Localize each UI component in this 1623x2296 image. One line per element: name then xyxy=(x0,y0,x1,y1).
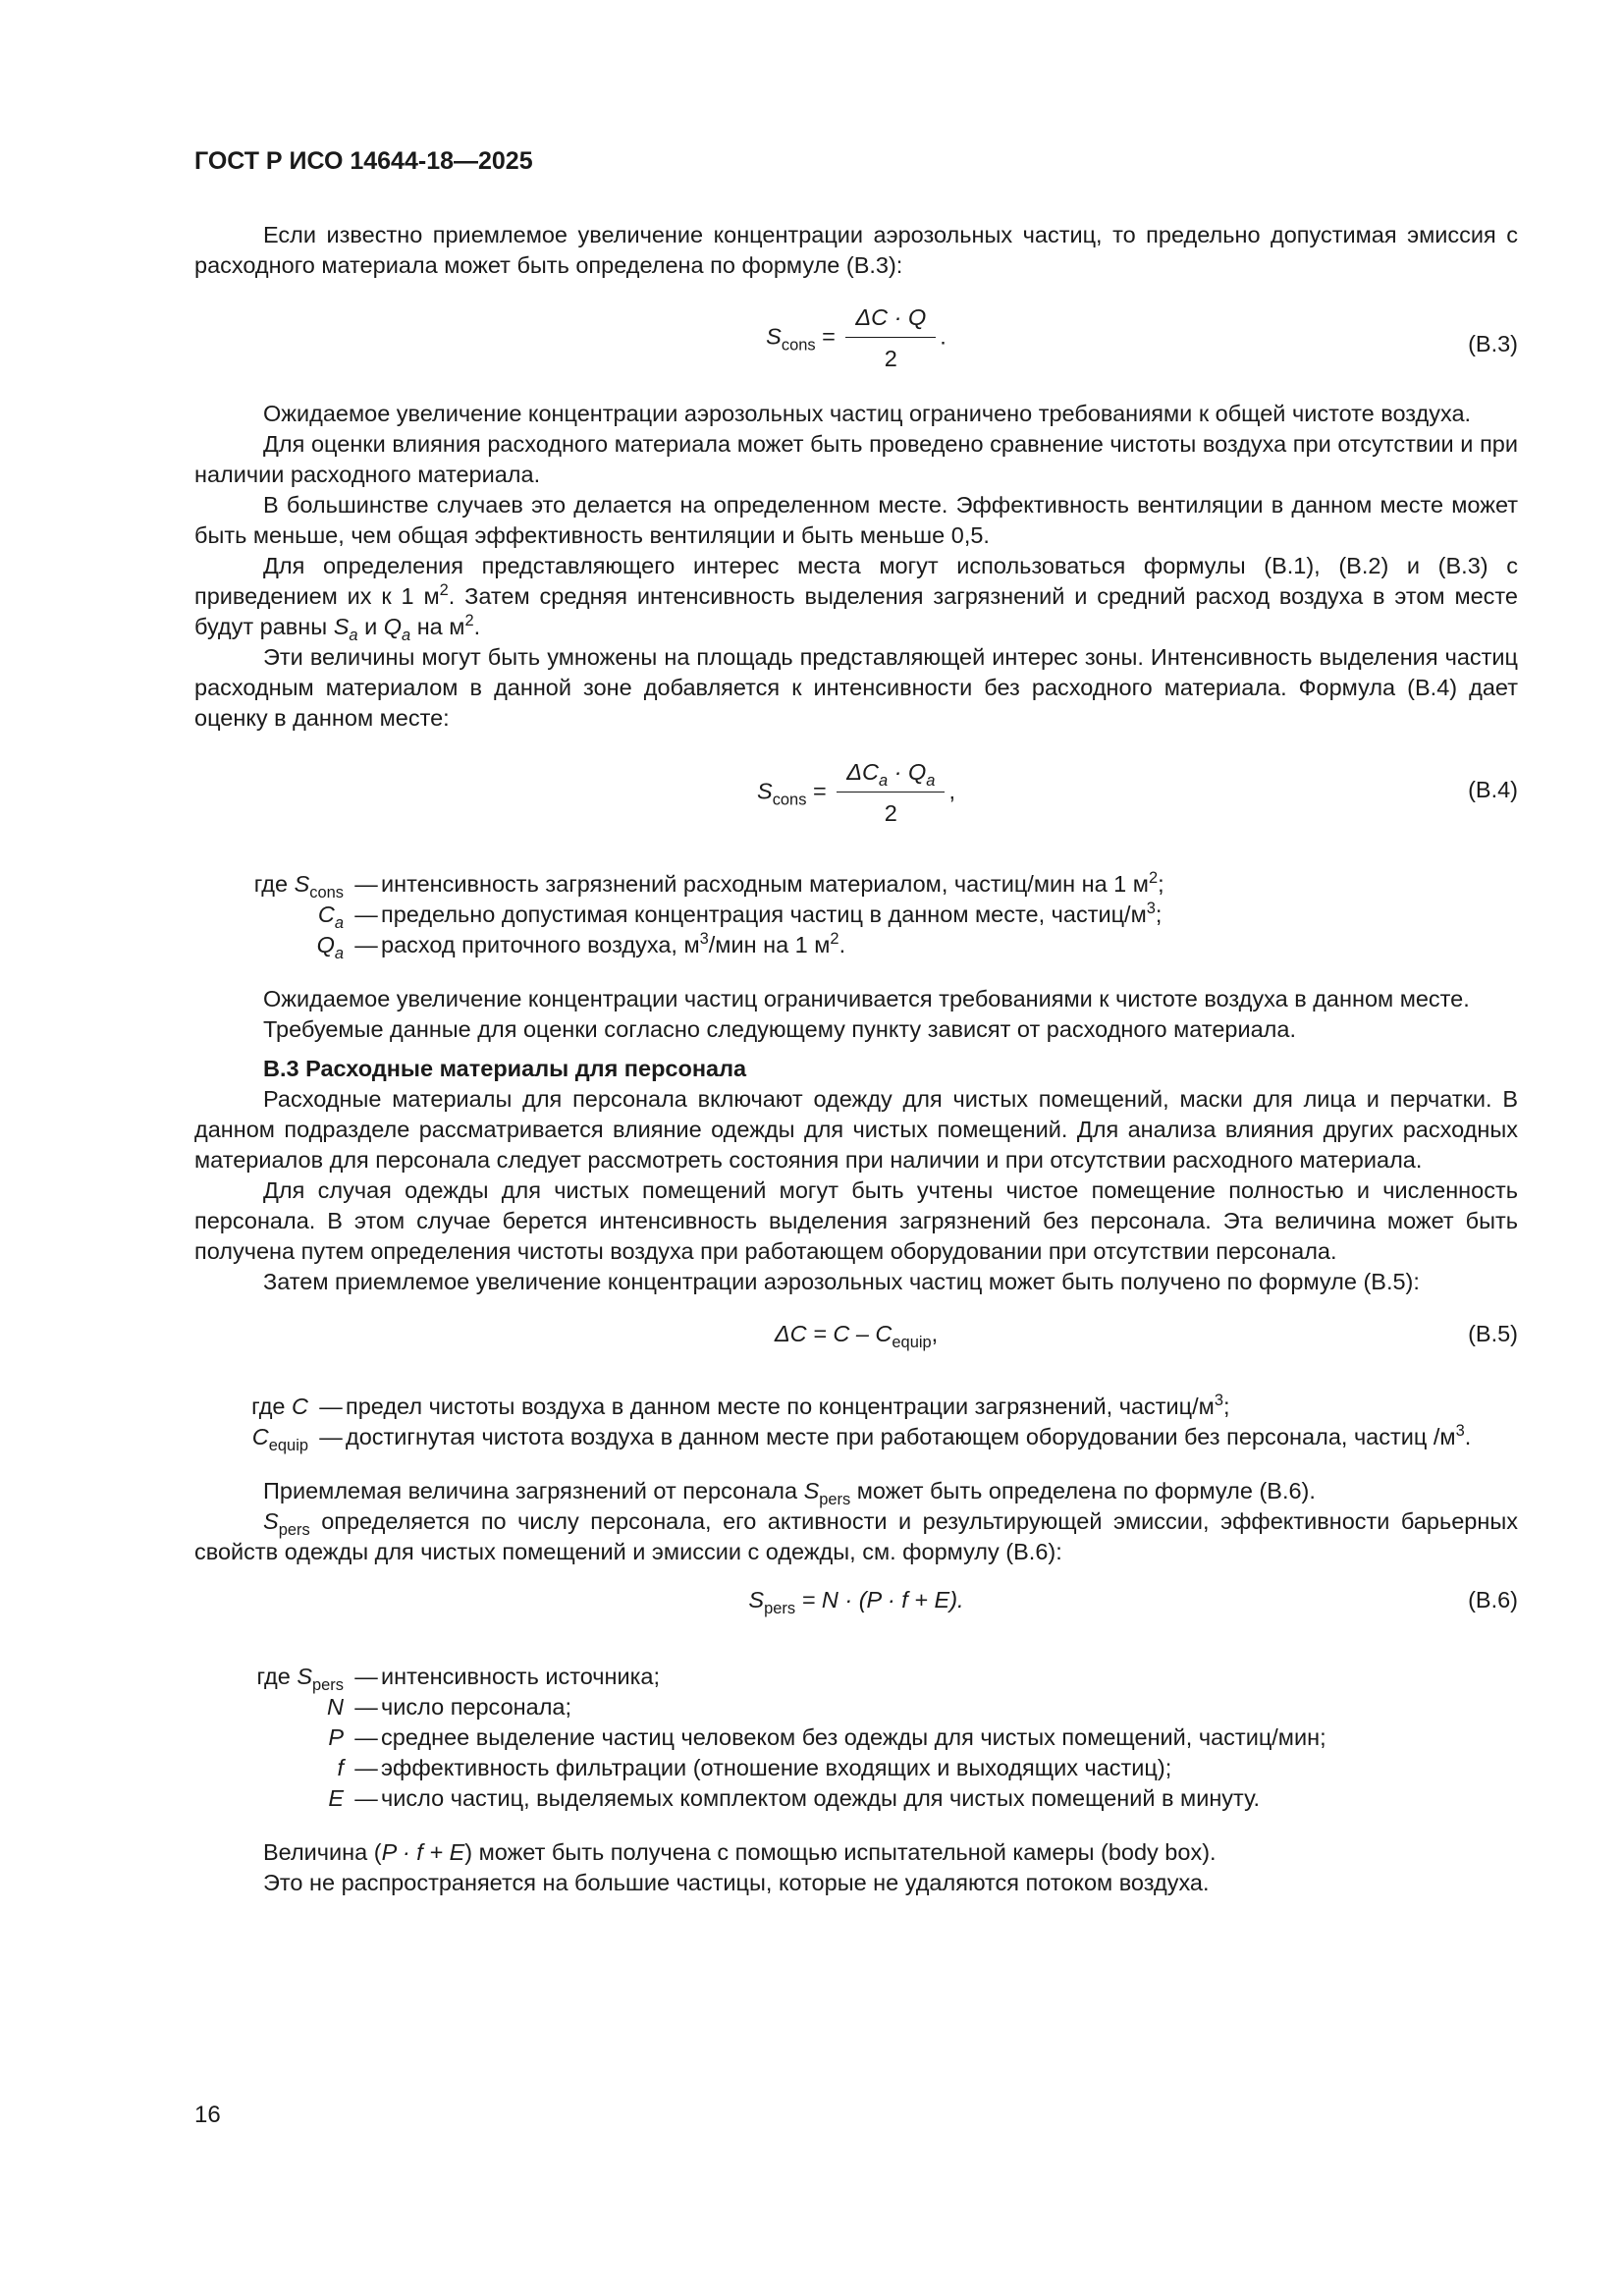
main-text xyxy=(194,220,1518,1898)
formula-symbol: S xyxy=(766,323,782,350)
fraction-numerator: $\Delta C_a \cdot Q_a$ xyxy=(837,757,945,793)
formula-b5: $\Delta C = C - C_{equip}$, (B.5) xyxy=(774,1321,1518,1351)
fraction-denominator: 2 xyxy=(884,800,897,826)
equation-number: (B.3) xyxy=(1468,331,1518,356)
paragraph: Для случая одежды для чистых помещений могут быть учтены чистое помещение полностью и численность персонала. В этом случае берется интенсивность выделения загрязнений без персонала. Эта величина может быть получена путем определения чистоты воздуха при работающем оборудовании при отсутствии персонала. xyxy=(194,1177,1518,1264)
equation-number: (B.5) xyxy=(1468,1321,1518,1346)
definition-row: где $S_{pers}$ — интенсивность источника; xyxy=(256,1664,661,1694)
definition-row: $C_a$ — предельно допустимая концентрация частиц в данном месте, частиц/$м^3$; xyxy=(317,899,1163,932)
definitions-b6 xyxy=(194,1662,1518,1814)
paragraph: Требуемые данные для оценки согласно следующему пункту зависят от расходного материала. xyxy=(263,1016,1296,1042)
paragraph: Если известно приемлемое увеличение концентрации аэрозольных частиц, то предельно допустимая эмиссия с расходного материала может быть определена по формуле (B.3): xyxy=(194,222,1518,278)
paragraph: Приемлемая величина загрязнений от персонала $S_{pers}$ может быть определена по формуле (B.6). xyxy=(263,1478,1316,1508)
page-number: 16 xyxy=(194,2102,221,2128)
paragraph: Это не распространяется на большие частицы, которые не удаляются потоком воздуха. xyxy=(263,1870,1210,1895)
definition-row: где $S_{cons}$ — интенсивность загрязнений расходным материалом, частиц/мин на 1 $м^2$; xyxy=(253,868,1164,902)
definition-row: где C — предел чистоты воздуха в данном месте по концентрации загрязнений, частиц/$м^3$; xyxy=(251,1391,1230,1419)
formula-b4: $S_{cons}$ = $\frac{\Delta C_a \cdot Q_a}{2}$ , (B.4) xyxy=(194,734,1518,851)
equation-number: (B.4) xyxy=(1468,777,1518,802)
fraction xyxy=(845,302,936,374)
definition-row: N — число персонала; xyxy=(327,1694,572,1720)
definitions-b4 xyxy=(194,869,1518,960)
paragraph: Ожидаемое увеличение концентрации аэрозольных частиц ограничено требованиями к общей чистоте воздуха. xyxy=(263,401,1472,426)
paragraph: В большинстве случаев это делается на определенном месте. Эффективность вентиляции в данном месте может быть меньше, чем общая эффективность вентиляции и быть меньше 0,5. xyxy=(194,492,1518,548)
fraction xyxy=(837,757,945,829)
page-header: ГОСТ Р ИСО 14644-18—2025 xyxy=(194,147,533,175)
paragraph: Величина (P · f + E) может быть получена с помощью испытательной камеры (body box). xyxy=(263,1839,1217,1865)
definitions-b5 xyxy=(194,1392,1518,1452)
formula-b6: $S_{pers} = N \cdot (P \cdot f + E)$. (B.6) xyxy=(748,1587,1518,1617)
definition-row: $Q_a$ — расход приточного воздуха, $м^3$/мин на 1 $м^2$. xyxy=(316,929,846,962)
paragraph: Для определения представляющего интерес места могут использоваться формулы (B.1), (B.2) и (B.3) с приведением их к 1 $м^2$. Затем средняя интенсивность выделения загрязнений и средний расход воздуха в этом месте будут равны $S_a$ и $Q_a$ на $м^2$. xyxy=(194,553,1518,644)
paragraph: Ожидаемое увеличение концентрации частиц ограничивается требованиями к чистоте воздуха в данном месте. xyxy=(263,986,1470,1011)
paragraph: Эти величины могут быть умножены на площадь представляющей интерес зоны. Интенсивность выделения частиц расходным материалом в данной зоне добавляется к интенсивности без расходного материала. Формула (B.4) дает оценку в данном месте: xyxy=(194,644,1518,731)
section-heading-b3: B.3 Расходные материалы для персонала xyxy=(263,1056,747,1081)
paragraph: Расходные материалы для персонала включают одежду для чистых помещений, маски для лица и перчатки. В данном подразделе рассматривается влияние одежды для чистых помещений. Для анализа влияния других расходных материалов для персонала следует рассмотреть состояния при наличии и при отсутствии расходного материала. xyxy=(194,1086,1518,1173)
definition-row: $C_{equip}$ — достигнутая чистота воздуха в данном месте при работающем оборудовании без персонала, частиц $/м^3$. xyxy=(251,1421,1472,1454)
definition-row: P — среднее выделение частиц человеком без одежды для чистых помещений, частиц/мин; xyxy=(328,1724,1326,1750)
equation-number: (B.6) xyxy=(1468,1587,1518,1613)
paragraph: $S_{pers}$ определяется по числу персонала, его активности и результирующей эмиссии, эффективности барьерных свойств одежды для чистых помещений и эмиссии с одежды, см. формулу (B.6): xyxy=(194,1508,1518,1564)
formula-b3: $S_{cons}$ = $\frac{\Delta C \cdot Q}{2}$ . (B.3) xyxy=(194,281,1518,399)
definition-row: f — эффективность фильтрации (отношение входящих и выходящих частиц); xyxy=(337,1755,1172,1780)
paragraph: Затем приемлемое увеличение концентрации аэрозольных частиц может быть получено по формуле (B.5): xyxy=(263,1269,1420,1294)
definition-row: E — число частиц, выделяемых комплектом одежды для чистых помещений в минуту. xyxy=(328,1785,1261,1811)
paragraph: Для оценки влияния расходного материала может быть проведено сравнение чистоты воздуха при отсутствии и при наличии расходного материала. xyxy=(194,431,1518,487)
fraction-numerator: ΔC · Q xyxy=(845,302,936,338)
fraction-denominator: 2 xyxy=(884,346,897,371)
